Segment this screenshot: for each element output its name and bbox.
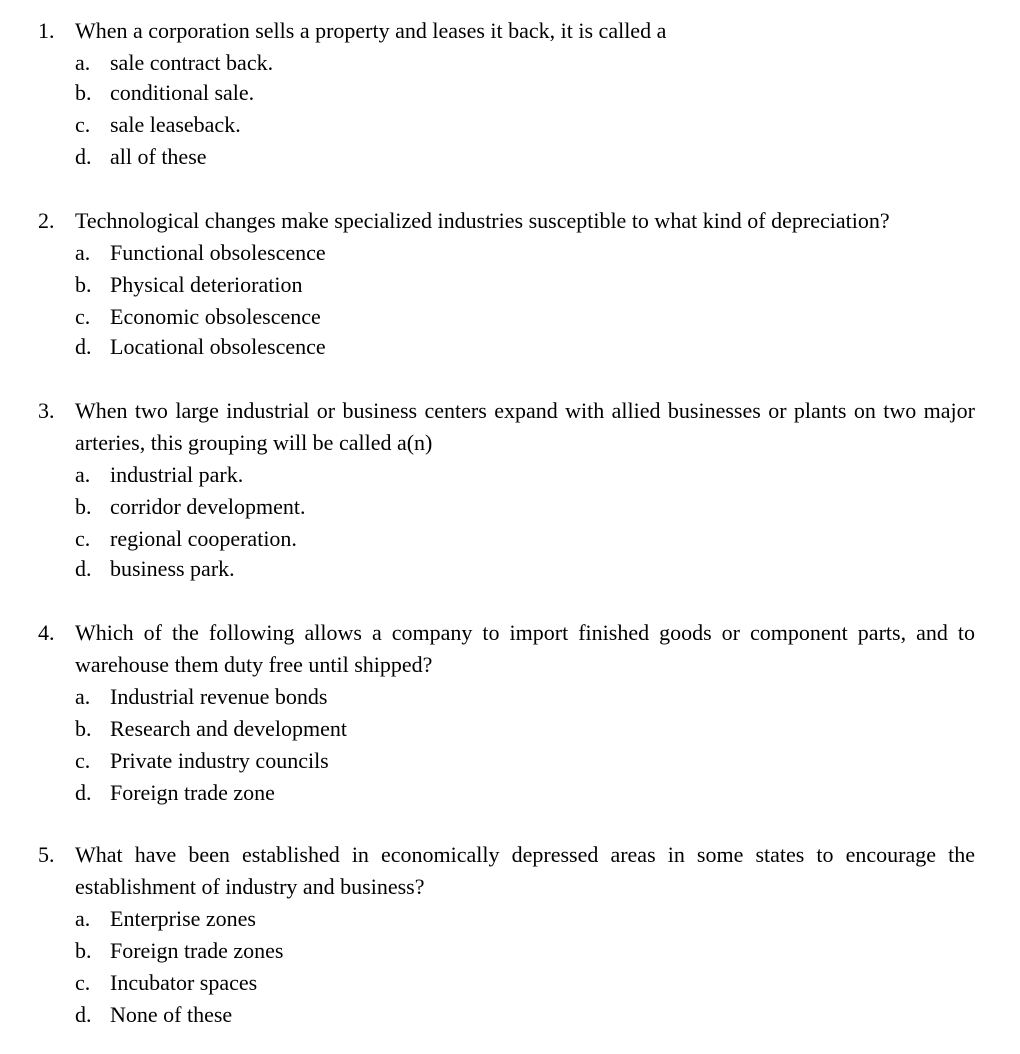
option-letter: d. [75,144,92,169]
option-letter: c. [75,748,91,773]
question-text: Technological changes make specialized industries susceptible to what kind of depreciation? [75,208,890,233]
option-letter: a. [75,462,91,487]
option-letter: a. [75,240,91,265]
option-text: Enterprise zones [110,906,256,931]
option-letter: b. [75,494,92,519]
option-text: all of these [110,144,207,169]
option-letter: d. [75,780,92,805]
question-text: When a corporation sells a property and leases it back, it is called a [75,18,667,43]
option-letter: c. [75,112,91,137]
option-text: Foreign trade zone [110,780,275,805]
option-text: Research and development [110,716,348,741]
option-letter: d. [75,1002,92,1027]
option-text: industrial park. [110,462,244,487]
option-text: sale leaseback. [110,112,241,137]
option-letter: c. [75,970,91,995]
option-letter: d. [75,334,92,359]
question-number: 1. [38,18,55,43]
option-text: Physical deterioration [110,272,303,297]
option-text: corridor development. [110,494,306,519]
option-letter: a. [75,50,91,75]
question-number: 5. [38,842,55,867]
question-text: When two large industrial or business centers expand with allied businesses or plants on two major arteries, this grouping will be called a(n) [75,398,975,455]
option-letter: a. [75,906,91,931]
option-text: Functional obsolescence [110,240,326,265]
option-letter: c. [75,304,91,329]
question-number: 3. [38,398,55,423]
option-text: Foreign trade zones [110,938,284,963]
option-text: sale contract back. [110,50,274,75]
option-text: None of these [110,1002,233,1027]
option-text: Industrial revenue bonds [110,684,328,709]
option-letter: b. [75,716,92,741]
question-number: 2. [38,208,55,233]
question-text: What have been established in economically depressed areas in some states to encourage the establishment of industry and business? [75,842,975,899]
question-text: Which of the following allows a company to import finished goods or component parts, and to warehouse them duty free until shipped? [75,620,975,677]
option-letter: c. [75,526,91,551]
option-letter: a. [75,684,91,709]
option-letter: b. [75,938,92,963]
option-text: conditional sale. [110,80,255,105]
option-letter: d. [75,556,92,581]
option-text: Economic obsolescence [110,304,321,329]
option-text: Private industry councils [110,748,329,773]
option-text: Locational obsolescence [110,334,326,359]
option-letter: b. [75,272,92,297]
option-text: business park. [110,556,235,581]
option-text: Incubator spaces [110,970,258,995]
question-number: 4. [38,620,55,645]
option-letter: b. [75,80,92,105]
option-text: regional cooperation. [110,526,297,551]
